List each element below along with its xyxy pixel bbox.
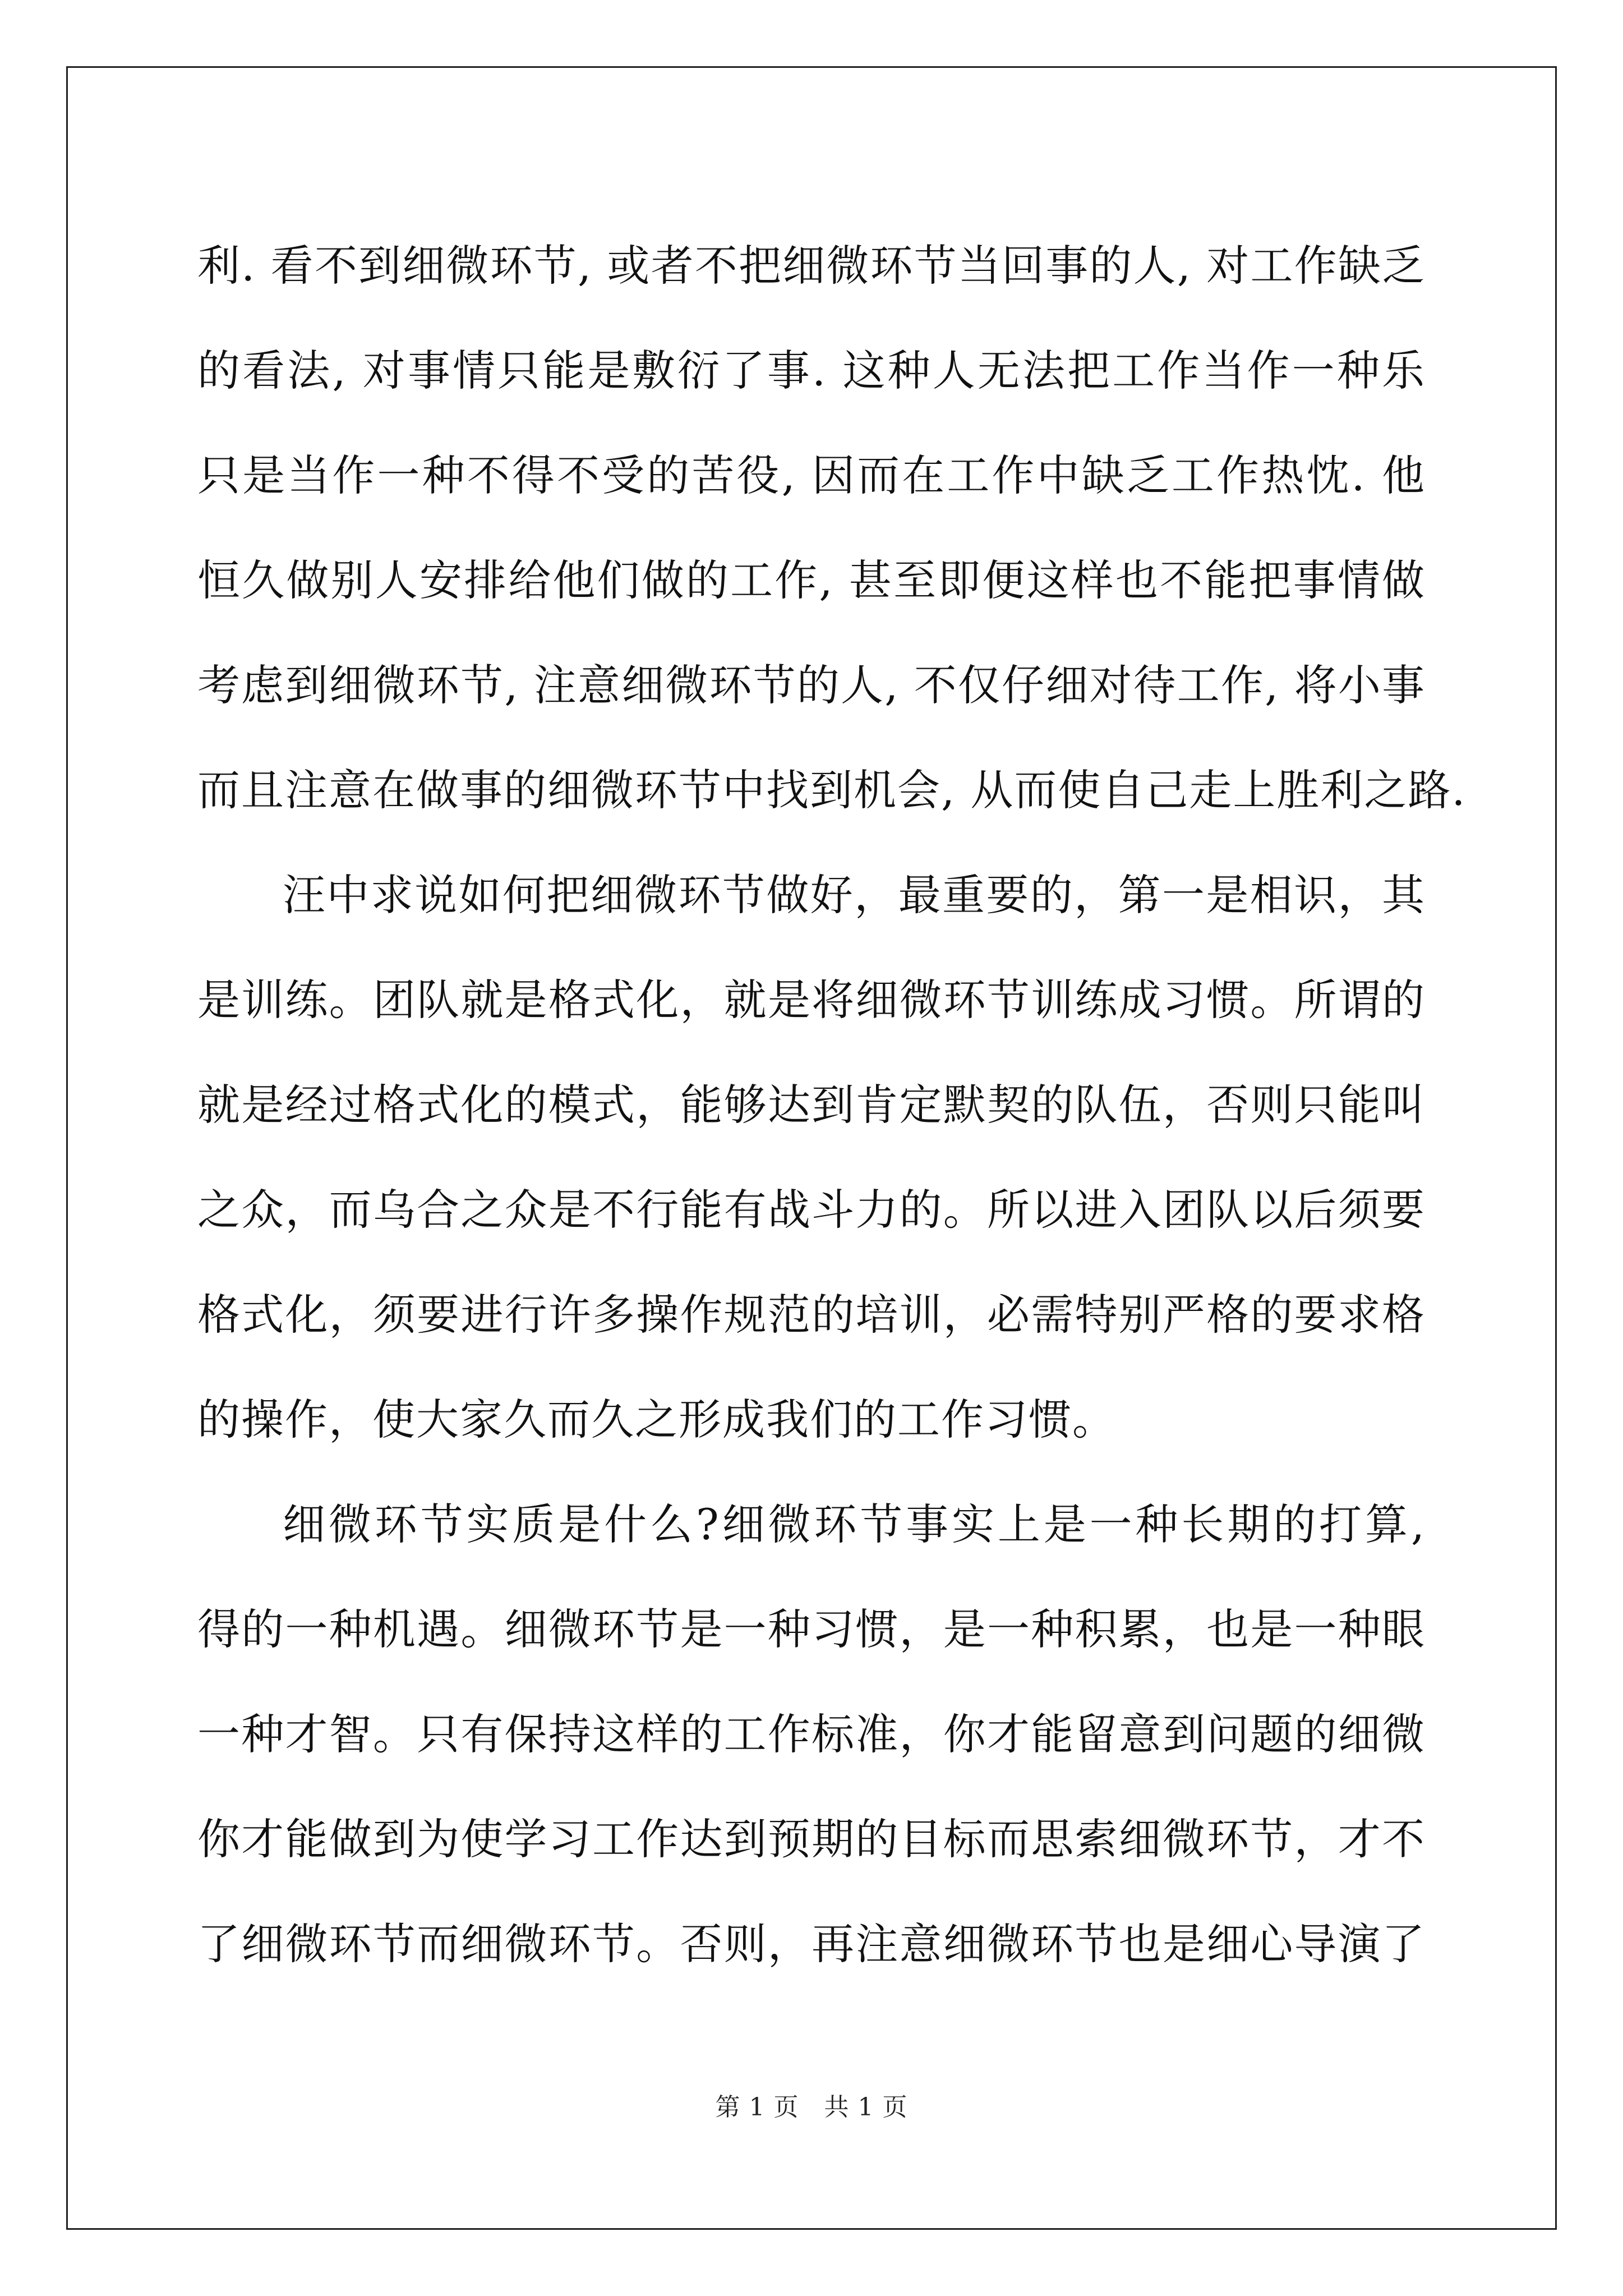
paragraph-first-line: 细微环节实质是什么?细微环节事实上是一种长期的打算,: [283, 1499, 1426, 1549]
text-line: 了细微环节而细微环节。否则，再注意细微环节也是细心导演了: [197, 1919, 1426, 1969]
text-line: 一种才智。只有保持这样的工作标准，你才能留意到问题的细微: [197, 1709, 1426, 1759]
text-line: 是训练。团队就是格式化，就是将细微环节训练成习惯。所谓的: [197, 975, 1426, 1025]
text-line: 考虑到细微环节, 注意细微环节的人, 不仅仔细对待工作, 将小事: [197, 660, 1426, 710]
page-number-footer: 第 1 页 共 1 页: [715, 2093, 908, 2122]
text-line: 只是当作一种不得不受的苦役, 因而在工作中缺乏工作热忱. 他: [197, 450, 1426, 500]
text-line: 之众，而乌合之众是不行能有战斗力的。所以进入团队以后须要: [197, 1185, 1426, 1235]
text-line: 的操作，使大家久而久之形成我们的工作习惯。: [197, 1395, 1116, 1444]
text-line: 你才能做到为使学习工作达到预期的目标而思索细微环节，才不: [197, 1814, 1426, 1864]
text-line: 就是经过格式化的模式，能够达到肯定默契的队伍，否则只能叫: [197, 1080, 1426, 1130]
text-line: 利. 看不到细微环节, 或者不把细微环节当回事的人, 对工作缺乏: [197, 241, 1426, 291]
text-line: 而且注意在做事的细微环节中找到机会, 从而使自己走上胜利之路.: [197, 765, 1467, 815]
text-line: 格式化，须要进行许多操作规范的培训，必需特别严格的要求格: [197, 1290, 1426, 1340]
paragraph-first-line: 汪中求说如何把细微环节做好，最重要的，第一是相识，其: [283, 870, 1426, 920]
text-line: 恒久做别人安排给他们做的工作, 甚至即便这样也不能把事情做: [197, 555, 1426, 605]
text-line: 得的一种机遇。细微环节是一种习惯，是一种积累，也是一种眼: [197, 1604, 1426, 1654]
document-body: [197, 213, 1467, 1996]
text-line: 的看法, 对事情只能是敷衍了事. 这种人无法把工作当作一种乐: [197, 346, 1426, 395]
